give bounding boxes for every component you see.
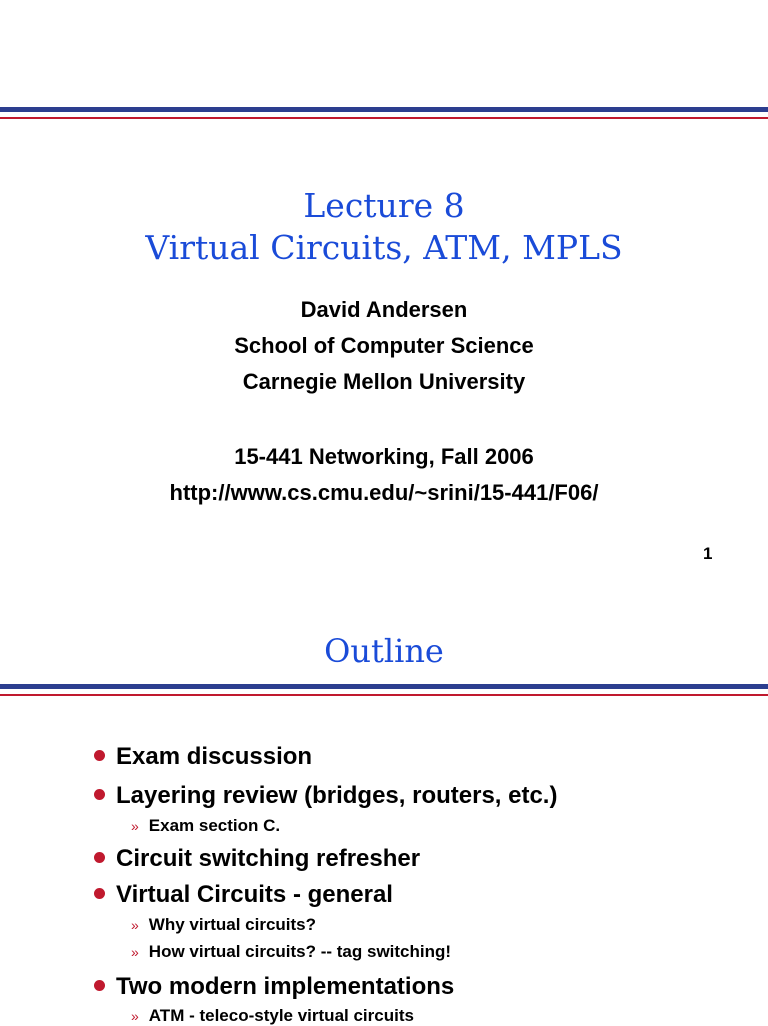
bullet-dot	[94, 852, 105, 863]
header-rule-red	[0, 117, 768, 119]
outline-subitem-label: Exam section C.	[148, 816, 281, 835]
outline-title: Outline	[324, 632, 444, 670]
outline-item-modern-implementations	[94, 973, 454, 1001]
sub-marker: »	[131, 944, 139, 960]
university-name: Carnegie Mellon University	[242, 369, 526, 394]
outline-rule-blue	[0, 684, 768, 689]
outline-item-label: Circuit switching refresher	[116, 845, 421, 872]
bullet-dot	[94, 888, 105, 899]
outline-rule-red	[0, 694, 768, 696]
school-name: School of Computer Science	[234, 333, 534, 358]
page-number: 1	[703, 544, 713, 563]
outline-subitem-exam-section	[131, 816, 280, 836]
sub-marker: »	[131, 917, 139, 933]
outline-subitem-label: How virtual circuits? -- tag switching!	[148, 942, 452, 961]
outline-item-exam-discussion	[94, 743, 312, 771]
slide-title-line2: Virtual Circuits, ATM, MPLS	[145, 228, 623, 267]
outline-subitem-why-virtual	[131, 915, 316, 935]
outline-item-label: Layering review (bridges, routers, etc.)	[116, 782, 558, 809]
bullet-dot	[94, 980, 105, 991]
outline-item-label: Virtual Circuits - general	[116, 881, 393, 908]
outline-subitem-how-virtual	[131, 942, 451, 962]
outline-item-layering-review	[94, 782, 557, 810]
bullet-dot	[94, 789, 105, 800]
sub-marker: »	[131, 818, 139, 834]
course-name: 15-441 Networking, Fall 2006	[234, 444, 534, 469]
outline-item-virtual-circuits	[94, 881, 393, 909]
outline-item-label: Two modern implementations	[116, 973, 455, 1000]
author-name: David Andersen	[300, 297, 468, 322]
course-url: http://www.cs.cmu.edu/~srini/15-441/F06/	[169, 480, 599, 505]
sub-marker: »	[131, 1008, 139, 1024]
bullet-dot	[94, 750, 105, 761]
header-rule-blue	[0, 107, 768, 112]
outline-subitem-atm	[131, 1006, 414, 1026]
outline-subitem-label: ATM - teleco-style virtual circuits	[148, 1006, 414, 1025]
slide-title-line1: Lecture 8	[303, 186, 465, 225]
outline-subitem-label: Why virtual circuits?	[148, 915, 316, 934]
outline-item-label: Exam discussion	[116, 743, 313, 770]
outline-item-circuit-switching	[94, 845, 420, 873]
